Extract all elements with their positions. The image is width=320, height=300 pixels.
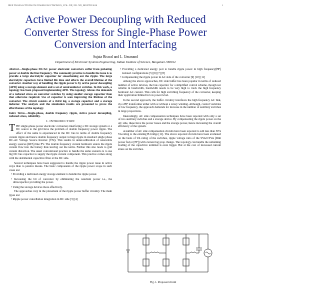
list-item-text: Increasing the bit of converter by eliminating the resultant power i.e., the ultracapacitor providing the power.	[13, 176, 112, 185]
figure-caption: Fig. 1. Proposed circuit	[150, 281, 177, 284]
right-paragraph-3: Interestingly, AC side compensation techniques have been reported with only a set of two auxiliary switches and a storage device. By compensating the ripple power on the AC side, these have the power losses and the storage power, hence increasing the overall efficiency of the system.	[118, 113, 221, 129]
paper-authors: Sujata Biswal and L. Umanand	[93, 55, 138, 59]
list-item: • Increasing the bit of converter by eliminating the resultant power i.e., the ultracapacitor providing the power.	[11, 176, 112, 185]
paper-affiliation: Department of Electronic Systems Engineering, Indian Institute of Science, Bangalore-560012	[55, 60, 176, 64]
abstract-label: Abstract	[9, 67, 19, 71]
circuit-diagram	[124, 226, 216, 280]
intro-paragraph-1-text: HE single-phase power electronic converters interfacing a DC storage system or a DC source to the grid have the problem of double frequency power ripple. The effect of the same is experienced in the DC bus in terms of double frequency current ripple and hence double frequency output voltage ripple in standard single phase DC-AC Voltage Source Inverter (VSI). This results in under-utilization of renewable energy sources (RES) like PV. The double frequency current harmonic enters the ripple current flow into the battery thus leaving out the terms. Further this also leads to grid current distortion. The usual conventional practice to handle the same scenario is to use big DC bus capacitor to supply the ripple current component. This practice comes along with the detrimental capacitive filter at the DC side.	[9, 123, 112, 160]
running-head-journal: IEEE TRANSACTIONS ON POWER ELECTRONICS, VOL. XX, NO. XX, MONTH 2016	[8, 4, 98, 7]
running-head-page: 1	[221, 4, 223, 7]
list-item-text: Using the storage devices more effectively.	[12, 184, 63, 189]
list-item: • Providing a dedicated energy storage element to handle the ripple power.	[11, 172, 98, 177]
right-column	[118, 68, 221, 152]
running-head	[8, 4, 223, 7]
list-item-text: Compensating the ripple power in AC side of the converter [9] [10] [11]	[121, 74, 206, 79]
index-terms-text: —Single-phase, double frequency ripple, Active power decoupling, reduced stress, reliability.	[9, 110, 112, 119]
left-column	[9, 68, 112, 203]
list-item: • Compensating the ripple power in AC side of the converter [9] [10] [11]	[120, 74, 206, 79]
right-paragraph-2: In the second approach, the buffer circuitry interfaces the high frequency AC link, via a HF transformer either with or without a rotary winding. Although, control variables of low frequency, the approach demands for increase in the number of auxiliary switches in large proportions.	[118, 98, 221, 113]
list-item: • Ripple power cancellation integration in DC side [3] [4]	[11, 197, 78, 202]
paper-title: Active Power Decoupling with Reduced Converter Stress for Single-Phase Power Conversion and Interfacing	[24, 14, 207, 52]
approach-list	[9, 173, 112, 189]
index-terms-label: Index Terms	[9, 110, 25, 115]
list-item: • Using the storage devices more effectively.	[11, 184, 63, 189]
intro-paragraph-2: Several techniques have been suggested to handle the ripple power issue in active ways than to passive means. The basic components of the ripple power scope in such cases are:	[9, 160, 112, 172]
abstract-text: —Single-phase DC/AC power electronic converters suffer from pulsating power at double the line frequency. The commonly practice to handle the issue is to provide a large electrolytic capacitor for smoothening out the ripple. The large electrolytic capacitors have limited life time and affects the overall lifetime of the converter. Another way of handling the ripple power is by active power decoupling (APD) using a storage element and a set of semiconductor switches. In this work, a topology has been proposed implementing APD. The topology relaxes the demands of a reduced stress on converter switches by using smaller storage capacitor than that otherwise required. Use of capacitor is seen improving the lifetime of the converter. The circuit consists of a third leg, a storage capacitor and a storage inductor. The analysis and the simulation results are presented to prove the effectiveness of the topology.	[9, 67, 112, 111]
drop-cap: T	[9, 123, 16, 135]
storage-inductor	[186, 252, 199, 253]
grid-inductor	[146, 252, 166, 253]
abstract	[9, 68, 112, 111]
circuit-figure	[124, 226, 216, 280]
list-item-text: Ripple power cancellation integration in DC side [3] [4]	[12, 197, 78, 202]
ac-symbol	[206, 252, 211, 254]
list-item-text: Providing a dedicated energy port to handle ripple power in high frequency(HF) isolated configurations [5] [6] [7] [8]	[122, 67, 221, 75]
index-terms	[9, 112, 112, 119]
list-item-text: Providing a dedicated energy storage element to handle the ripple power.	[12, 172, 98, 177]
right-paragraph-1: Among the above approaches, DC side buffer has been popular in terms of reduced number of active devices, the bus capacitor for a simplified control scheme, though not reliable in bandwidth, bandwidth needs to be very high to track the high frequency harmonic AC current. This calls for high switching frequency of the converter, keeping their application limited in low power level.	[118, 79, 221, 98]
intro-paragraph-3: The approaches vary in the placement of the ripple power buffer circuitry. The main types are:	[9, 188, 112, 197]
right-paragraph-4: A number of AC side compensation circuits have been reported to add less than 30% VA rating to the existing H-bridge [11]. The above reported circuits have been evaluated on the basis of VA rating of the switches, ripple voltage ratio of the SVA/CSVA (Dim power factor [PF]) with current lag prop change. The topology can handle the remaining loading of the capacitive terminal is even bigger. But at the cost of increased current stress on the switches.	[118, 128, 221, 151]
section-heading-introduction: I. INTRODUCTION	[46, 119, 75, 124]
list-item: • Providing a dedicated energy port to handle ripple power in high frequency(HF) isolated configurations [5] [6] [7] [8]	[120, 67, 221, 75]
intro-paragraph-1	[9, 125, 112, 160]
